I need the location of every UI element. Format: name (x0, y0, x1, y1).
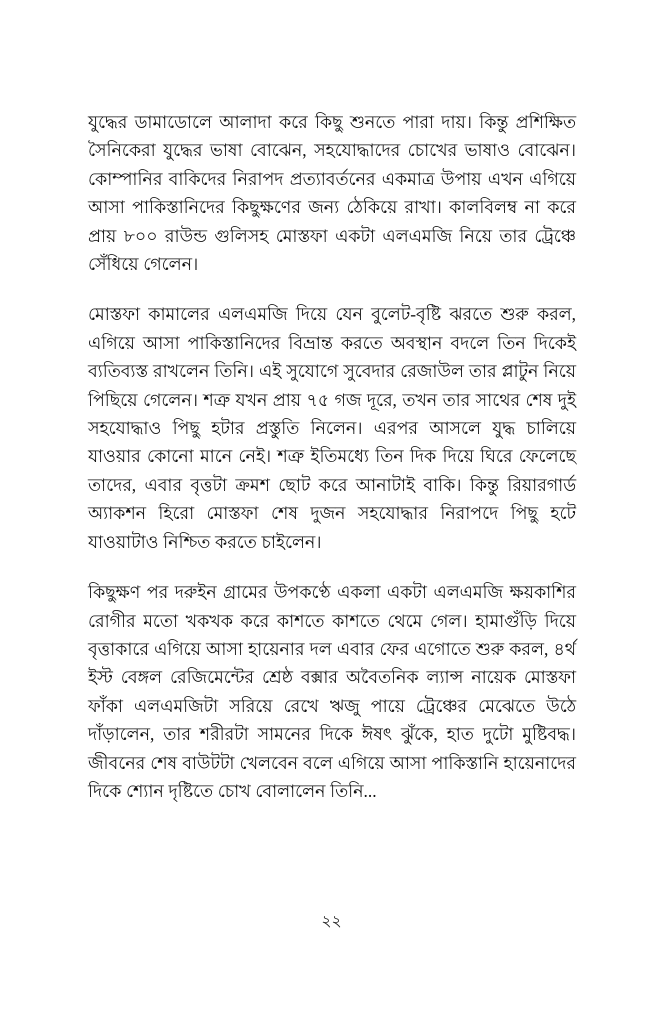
body-paragraph-3: কিছুক্ষণ পর দরুইন গ্রামের উপকণ্ঠে একলা একটা এলএমজি ক্ষয়কাশির রোগীর মতো খকখক করে কাশতে কাশতে থেমে গেল। হামাগুঁড়ি দিয়ে বৃত্তাকারে এগিয়ে আসা হায়েনার দল এবার ফের এগোতে শুরু করল, ৪র্থ ইস্ট বেঙ্গল রেজিমেন্টের শ্রেষ্ঠ বক্সার অবৈতনিক ল্যান্স নায়েক মোস্তফা ফাঁকা এলএমজিটা সরিয়ে রেখে ঋজু পায়ে ট্রেঞ্চের মেঝেতে উঠে দাঁড়ালেন, তার শরীরটা সামনের দিকে ঈষৎ ঝুঁকে, হাত দুটো মুষ্টিবদ্ধ। জীবনের শেষ বাউটটা খেলবেন বলে এগিয়ে আসা পাকিস্তানি হায়েনাদের দিকে শ্যোন দৃষ্টিতে চোখ বোলালেন তিনি... (88, 582, 576, 801)
page-number: ২২ (321, 913, 342, 930)
body-paragraph-2: মোস্তফা কামালের এলএমজি দিয়ে যেন বুলেট-বৃষ্টি ঝরতে শুরু করল, এগিয়ে আসা পাকিস্তানিদের বিভ্রান্ত করতে অবস্থান বদলে তিন দিকেই ব্যতিব্যস্ত রাখলেন তিনি। এই সুযোগে সুবেদার রেজাউল তার প্লাটুন নিয়ে পিছিয়ে গেলেন। শত্রু যখন প্রায় ৭৫ গজ দূরে, তখন তার সাথের শেষ দুই সহযোদ্ধাও পিছু হটার প্রস্তুতি নিলেন। এরপর আসলে যুদ্ধ চালিয়ে যাওয়ার কোনো মানে নেই। শত্রু ইতিমধ্যে তিন দিক দিয়ে ঘিরে ফেলেছে তাদের, এবার বৃত্তটা ক্রমশ ছোট করে আনাটাই বাকি। কিন্তু রিয়ারগার্ড অ্যাকশন হিরো মোস্তফা শেষ দুজন সহযোদ্ধার নিরাপদে পিছু হটে যাওয়াটাও নিশ্চিত করতে চাইলেন। (88, 304, 576, 552)
body-paragraph-1: যুদ্ধের ডামাডোলে আলাদা করে কিছু শুনতে পারা দায়। কিন্তু প্রশিক্ষিত সৈনিকেরা যুদ্ধের ভাষা বোঝেন, সহযোদ্ধাদের চোখের ভাষাও বোঝেন। কোম্পানির বাকিদের নিরাপদ প্রত্যাবর্তনের একমাত্র উপায় এখন এগিয়ে আসা পাকিস্তানিদের কিছুক্ষণের জন্য ঠেকিয়ে রাখা। কালবিলম্ব না করে প্রায় ৮০০ রাউন্ড গুলিসহ মোস্তফা একটা এলএমজি নিয়ে তার ট্রেঞ্চে সেঁধিয়ে গেলেন। (88, 112, 576, 275)
page-text-column (88, 108, 576, 805)
